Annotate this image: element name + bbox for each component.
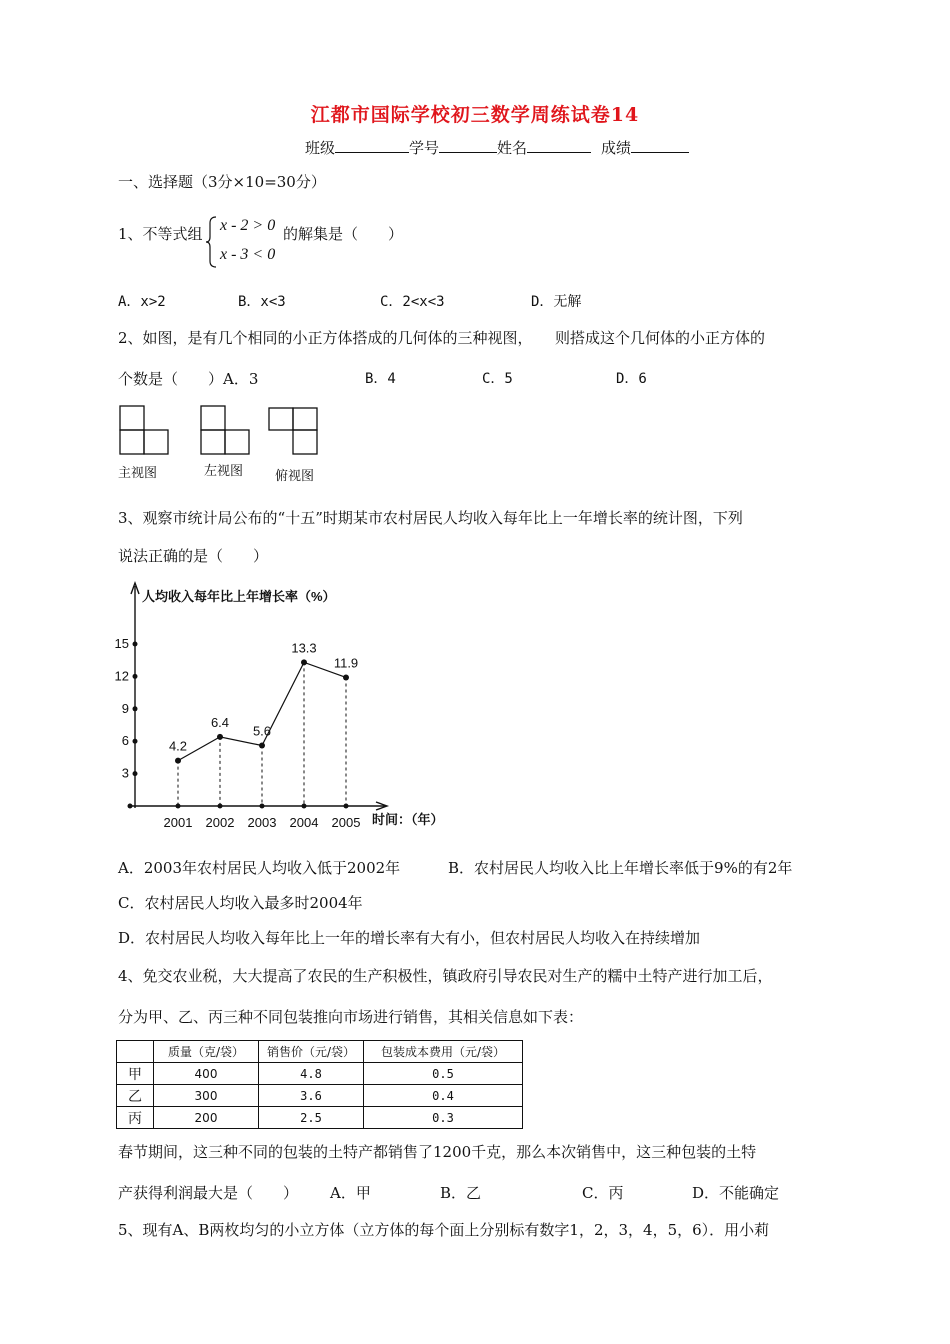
page-title: 江都市国际学校初三数学周练试卷14 [310, 104, 640, 126]
q1-option-a[interactable]: A．x>2 [118, 294, 166, 310]
q2-option-d[interactable]: D．6 [616, 371, 647, 387]
data-label: 13.3 [291, 640, 317, 656]
q1-equation-2: x - 3 < 0 [220, 246, 276, 263]
growth-rate-chart [110, 578, 480, 840]
y-tick-dot [133, 674, 138, 679]
x-tick-label: 2001 [163, 815, 193, 830]
x-tick-dot [302, 804, 307, 809]
table-header-cell: 质量（克/袋） [154, 1041, 259, 1063]
x-tick-label: 2003 [247, 815, 277, 830]
q2-option-c[interactable]: C．5 [482, 371, 513, 387]
top-view [269, 408, 317, 454]
q4-option-b[interactable]: B．乙 [440, 1184, 482, 1202]
name-label: 姓名 [497, 139, 528, 157]
x-axis-label: 时间：（年） [372, 812, 444, 827]
q4-line-3: 春节期间，这三种不同的包装的土特产都销售了1200千克，那么本次销售中，这三种包装的土特 [118, 1143, 757, 1161]
q1-suffix: 的解集是（ ） [283, 225, 404, 243]
table-cell: 0.5 [364, 1063, 523, 1085]
student-info-row [305, 138, 689, 158]
x-tick-dot [344, 804, 349, 809]
left-view [201, 406, 249, 454]
q1-option-d[interactable]: D．无解 [531, 294, 582, 310]
q1-option-b[interactable]: B．x<3 [238, 294, 286, 310]
q4-option-d[interactable]: D．不能确定 [692, 1184, 780, 1202]
table-cell: 300 [154, 1085, 259, 1107]
q3-line-2: 说法正确的是（ ） [118, 547, 269, 565]
q1-brace [205, 215, 219, 269]
top-view-label: 俯视图 [275, 469, 315, 484]
x-tick-label: 2005 [331, 815, 361, 830]
q4-option-a[interactable]: A．甲 [330, 1184, 371, 1202]
data-label: 5.6 [252, 723, 272, 739]
y-tick-dot [133, 739, 138, 744]
three-views-figure [114, 404, 334, 460]
q2-line-2: 个数是（ ）A．3 [118, 370, 259, 388]
x-tick-dot [260, 804, 265, 809]
table-header-row [117, 1041, 523, 1063]
y-tick-label: 12 [114, 668, 129, 684]
q4-line-2: 分为甲、乙、丙三种不同包装推向市场进行销售，其相关信息如下表： [118, 1008, 584, 1026]
id-blank[interactable] [439, 138, 497, 153]
table-row [117, 1107, 523, 1129]
q4-line-4: 产获得利润最大是（ ） [118, 1184, 299, 1202]
y-tick-dot [133, 706, 138, 711]
origin-dot [128, 804, 133, 809]
score-blank[interactable] [631, 138, 689, 153]
q3-line-1: 3、观察市统计局公布的“十五”时期某市农村居民人均收入每年比上一年增长率的统计图，下列 [118, 509, 743, 527]
table-cell: 2.5 [259, 1107, 364, 1129]
q4-option-c[interactable]: C．丙 [582, 1184, 624, 1202]
table-header-cell [117, 1041, 154, 1063]
q5-line-1: 5、现有A、B两枚均匀的小立方体（立方体的每个面上分别标有数字1，2，3，4，5，6）．用小莉 [118, 1221, 770, 1239]
x-tick-dot [176, 804, 181, 809]
data-point [301, 659, 307, 665]
data-label: 11.9 [333, 655, 359, 671]
data-point [175, 758, 181, 764]
table-header-cell: 包装成本费用（元/袋） [364, 1041, 523, 1063]
section-heading: 一、选择题（3分×10=30分） [118, 173, 326, 191]
y-tick-label: 3 [121, 765, 129, 781]
q2-line-1: 2、如图，是有几个相同的小正方体搭成的几何体的三种视图， 则搭成这个几何体的小正方体的 [118, 329, 766, 347]
q3-option-a[interactable]: A．2003年农村居民人均收入低于2002年 [118, 859, 401, 877]
class-blank[interactable] [335, 138, 409, 153]
table-header-cell: 销售价（元/袋） [259, 1041, 364, 1063]
table-cell: 3.6 [259, 1085, 364, 1107]
q4-table [116, 1040, 523, 1129]
data-label: 4.2 [168, 738, 188, 754]
q3-option-d[interactable]: D．农村居民人均收入每年比上一年的增长率有大有小，但农村居民人均收入在持续增加 [118, 929, 701, 947]
data-point [343, 674, 349, 680]
data-label: 6.4 [210, 714, 230, 730]
y-tick-dot [133, 771, 138, 776]
x-tick-label: 2004 [289, 815, 319, 830]
chart-title: 人均收入每年比上年增长率（%） [142, 589, 336, 604]
data-point [259, 743, 265, 749]
q3-option-b[interactable]: B．农村居民人均收入比上年增长率低于9%的有2年 [448, 859, 793, 877]
table-cell: 乙 [117, 1085, 154, 1107]
table-cell: 甲 [117, 1063, 154, 1085]
q1-equation-1: x - 2 > 0 [220, 217, 276, 234]
q4-line-1: 4、免交农业税，大大提高了农民的生产积极性，镇政府引导农民对生产的糯中土特产进行加工后， [118, 967, 773, 985]
front-view-label: 主视图 [118, 466, 158, 481]
q2-option-b[interactable]: B．4 [365, 371, 396, 387]
front-view [120, 406, 168, 454]
x-tick-label: 2002 [205, 815, 235, 830]
left-view-label: 左视图 [204, 464, 244, 479]
table-cell: 200 [154, 1107, 259, 1129]
q3-option-c[interactable]: C．农村居民人均收入最多时2004年 [118, 894, 363, 912]
q1-option-c[interactable]: C．2<x<3 [380, 294, 445, 310]
name-blank[interactable] [527, 138, 591, 153]
score-label: 成绩 [601, 139, 632, 157]
table-cell: 丙 [117, 1107, 154, 1129]
table-cell: 4.8 [259, 1063, 364, 1085]
y-tick-dot [133, 642, 138, 647]
y-tick-label: 15 [114, 636, 129, 651]
x-tick-dot [218, 804, 223, 809]
y-tick-label: 6 [121, 733, 129, 749]
y-tick-label: 9 [121, 700, 129, 716]
table-cell: 0.4 [364, 1085, 523, 1107]
table-row [117, 1063, 523, 1085]
table-cell: 0.3 [364, 1107, 523, 1129]
data-point [217, 734, 223, 740]
q1-prefix: 1、不等式组 [118, 225, 203, 243]
class-label: 班级 [305, 139, 336, 157]
id-label: 学号 [409, 139, 440, 157]
table-cell: 400 [154, 1063, 259, 1085]
table-row [117, 1085, 523, 1107]
